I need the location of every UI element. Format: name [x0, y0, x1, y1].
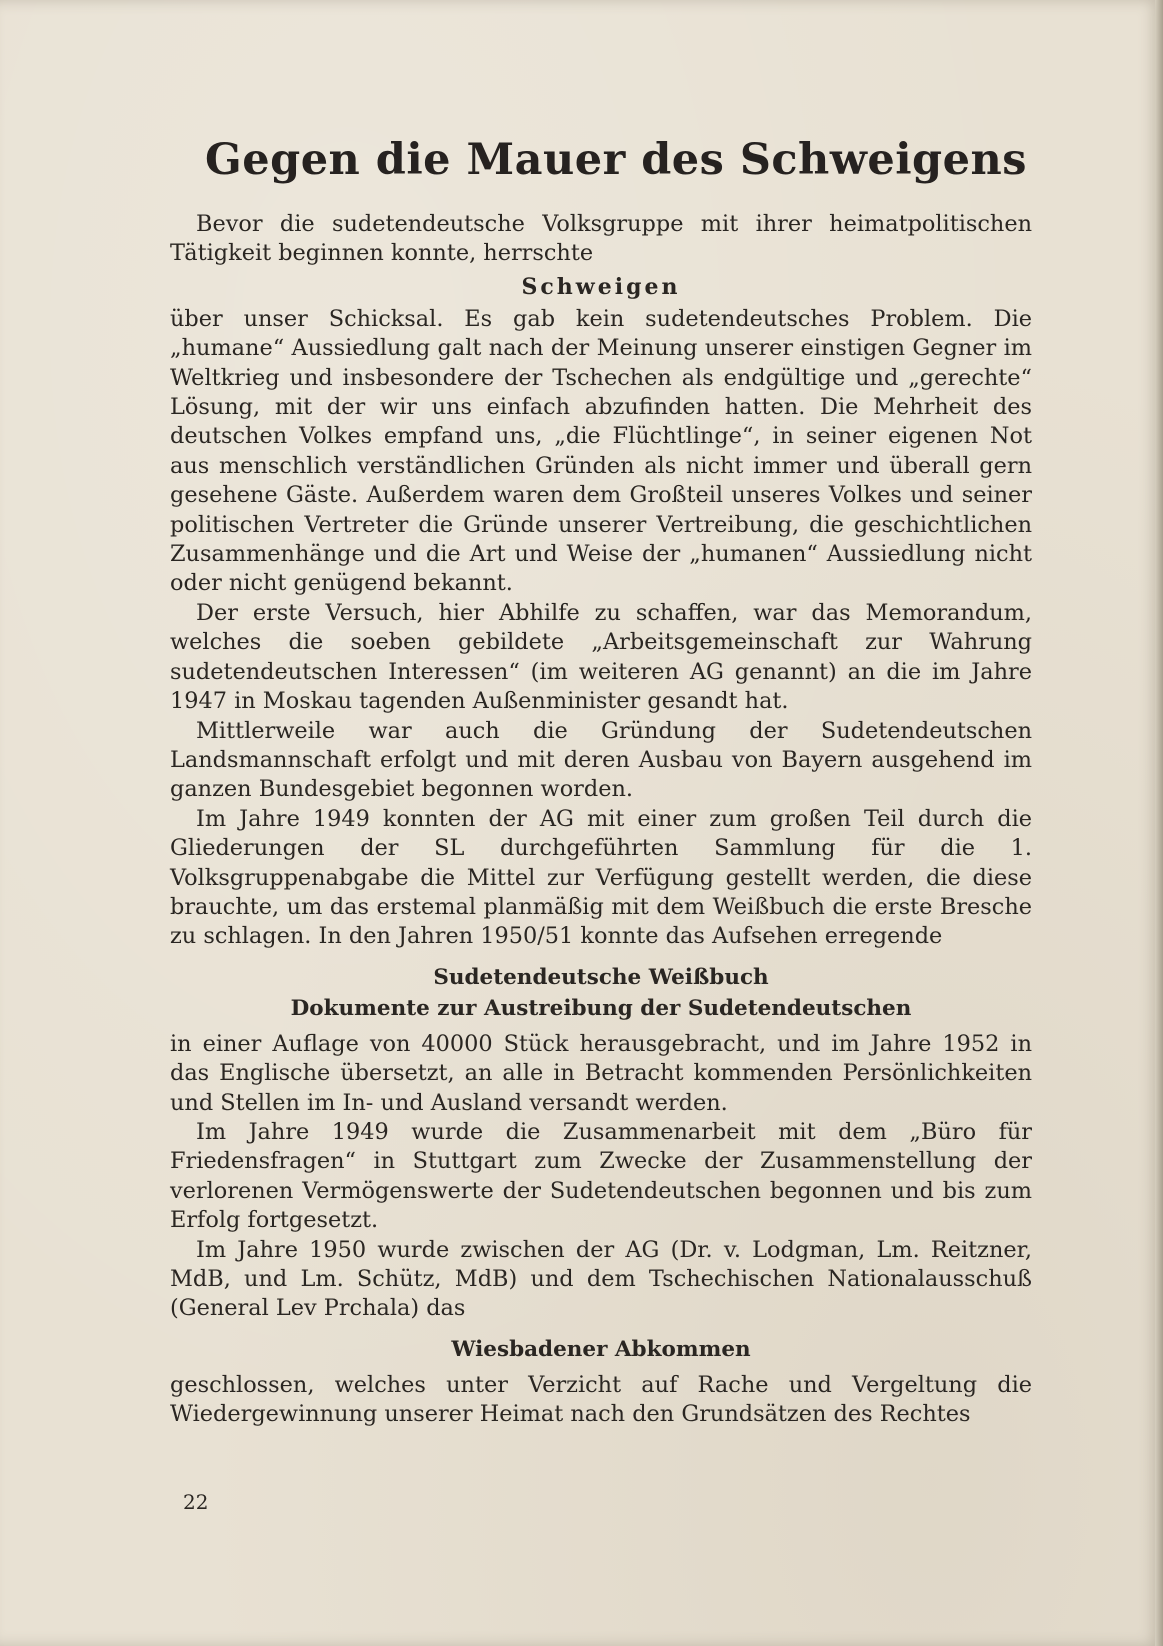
- heading-weissbuch-subtitle: Dokumente zur Austreibung der Sudetendeutschen: [290, 995, 912, 1021]
- paragraph-intro: Bevor die sudetendeutsche Volksgruppe mit ihrer heimatpolitischen Tätigkeit beginnen konnte, herrschte: [170, 211, 1032, 267]
- page-title: Gegen die Mauer des Schweigens: [205, 135, 1027, 185]
- page-content: [170, 118, 1032, 1430]
- heading-wiesbadener-abkommen: Wiesbadener Abkommen: [451, 1336, 751, 1362]
- paragraph-schicksal: über unser Schicksal. Es gab kein sudetendeutsches Problem. Die „humane“ Aussiedlung galt nach der Meinung unserer einstigen Gegner im Weltkrieg und insbesondere der Tschechen als endgültige und „gerechte“ Lösung, mit der wir uns einfach abzufinden hatten. Die Mehrheit des deutschen Volkes empfand uns, „die Flüchtlinge“, in seiner eigenen Not aus menschlich verständlichen Gründen als nicht immer und überall gern gesehene Gäste. Außerdem waren dem Großteil unseres Volkes und seiner politischen Vertreter die Gründe unserer Vertreibung, die geschichtlichen Zusammenhänge und die Art und Weise der „humanen“ Aussiedlung nicht oder nicht genügend bekannt.: [170, 305, 1032, 597]
- heading-schweigen: Schweigen: [521, 273, 681, 300]
- paragraph-friedensfragen: Im Jahre 1949 wurde die Zusammenarbeit mit dem „Büro für Friedensfragen“ in Stuttgart zum Zwecke der Zusammenstellung der verlorenen Vermögenswerte der Sudetendeutschen begonnen und bis zum Erfolg fortgesetzt.: [170, 1118, 1032, 1234]
- page-number: 22: [183, 1490, 209, 1514]
- paragraph-memorandum: Der erste Versuch, hier Abhilfe zu schaffen, war das Memorandum, welches die soeben gebildete „Arbeitsgemeinschaft zur Wahrung sudetendeutschen Interessen“ (im weiteren AG genannt) an die im Jahre 1947 in Moskau tagenden Außenminister gesandt hat.: [170, 599, 1032, 715]
- paragraph-geschlossen: geschlossen, welches unter Verzicht auf Rache und Vergeltung die Wiedergewinnung unserer Heimat nach den Grundsätzen des Rechtes: [170, 1371, 1032, 1428]
- heading-weissbuch: Sudetendeutsche Weißbuch: [433, 964, 769, 990]
- paragraph-volksgruppenabgabe: Im Jahre 1949 konnten der AG mit einer zum großen Teil durch die Gliederungen der SL durchgeführten Sammlung für die 1. Volksgruppenabgabe die Mittel zur Verfügung gestellt werden, die diese brauchte, um das erstemal planmäßig mit dem Weißbuch die erste Bresche zu schlagen. In den Jahren 1950/51 konnte das Aufsehen erregende: [170, 805, 1032, 950]
- paragraph-landsmannschaft: Mittlerweile war auch die Gründung der Sudetendeutschen Landsmannschaft erfolgt und mit deren Ausbau von Bayern ausgehend im ganzen Bundesgebiet begonnen worden.: [170, 717, 1032, 803]
- paragraph-auflage: in einer Auflage von 40000 Stück herausgebracht, und im Jahre 1952 in das Englische übersetzt, an alle in Betracht kommenden Persönlichkeiten und Stellen im In- und Ausland versandt werden.: [170, 1030, 1032, 1116]
- page-edge-shadow: [1155, 0, 1163, 1646]
- paragraph-nationalausschuss: Im Jahre 1950 wurde zwischen der AG (Dr. v. Lodgman, Lm. Reitzner, MdB, und Lm. Schütz, MdB) und dem Tschechischen Nationalausschuß (General Lev Prchala) das: [170, 1236, 1032, 1322]
